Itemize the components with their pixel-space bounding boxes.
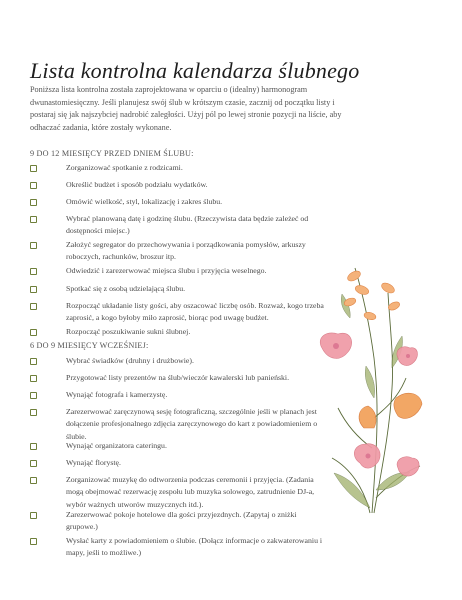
item-label: Zarezerwować pokoje hotelowe dla gości przyjezdnych. (Zapytaj o zniżki grupowe.)	[66, 510, 297, 532]
checkbox[interactable]	[30, 409, 37, 416]
checklist-section-1	[30, 162, 330, 343]
checkbox[interactable]	[30, 358, 37, 365]
item-label: Zarezerwować zaręczynową sesję fotograficzną, szczególnie jeśli w planach jest dołączenie profesjonalnego zdjęcia zaręczynowego do kart z powiadomieniem o ślubie.	[66, 407, 318, 441]
item-label: Wynająć organizatora cateringu.	[66, 441, 167, 450]
item-label: Omówić wielkość, styl, lokalizację i zakres ślubu.	[66, 197, 223, 206]
checklist-item	[30, 509, 330, 535]
checklist-section-2	[30, 355, 330, 561]
item-label: Wynająć fotografa i kamerzystę.	[66, 390, 168, 399]
item-label: Wynająć florystę.	[66, 458, 121, 467]
checklist-item	[30, 406, 330, 440]
checkbox[interactable]	[30, 443, 37, 450]
checkbox[interactable]	[30, 460, 37, 467]
checklist-item	[30, 440, 330, 457]
checklist-item	[30, 213, 330, 239]
checklist-item	[30, 265, 330, 283]
item-label: Odwiedzić i zarezerwować miejsca ślubu i przyjęcia weselnego.	[66, 266, 267, 275]
checkbox[interactable]	[30, 242, 37, 249]
checklist-item	[30, 372, 330, 389]
checklist-item	[30, 457, 330, 474]
checkbox[interactable]	[30, 303, 37, 310]
checklist-item	[30, 300, 330, 326]
checklist-item	[30, 535, 330, 561]
item-label: Zorganizować muzykę do odtworzenia podczas ceremonii i przyjęcia. (Zadania mogą obejmować rezerwację zespołu lub muzyka solowego, zatrudnienie DJ-a, wybór ważnych utworów muzycznych itd.).	[66, 475, 315, 509]
item-label: Rozpocząć poszukiwanie sukni ślubnej.	[66, 327, 191, 336]
section-heading: 9 DO 12 MIESIĘCY PRZED DNIEM ŚLUBU:	[30, 149, 194, 158]
checkbox[interactable]	[30, 182, 37, 189]
checkbox[interactable]	[30, 286, 37, 293]
checkbox[interactable]	[30, 329, 37, 336]
checklist-item	[30, 355, 330, 372]
flower-illustration	[310, 258, 460, 518]
checkbox[interactable]	[30, 216, 37, 223]
item-label: Zorganizować spotkanie z rodzicami.	[66, 163, 183, 172]
checkbox[interactable]	[30, 538, 37, 545]
checkbox[interactable]	[30, 512, 37, 519]
item-label: Wybrać planowaną datę i godzinę ślubu. (Rzeczywista data będzie zależeć od dostępności miejsc.)	[66, 214, 309, 236]
checkbox[interactable]	[30, 268, 37, 275]
item-label: Rozpocząć układanie listy gości, aby oszacować liczbę osób. Rozważ, kogo trzeba zaprosić, a kogo byłoby miło zaprosić, biorąc pod uwagę budżet.	[66, 301, 324, 323]
item-label: Wybrać świadków (druhny i drużbowie).	[66, 356, 194, 365]
item-label: Określić budżet i sposób podziału wydatków.	[66, 180, 208, 189]
checklist-item	[30, 389, 330, 406]
checkbox[interactable]	[30, 199, 37, 206]
checklist-item	[30, 283, 330, 300]
item-label: Przygotować listy prezentów na ślub/wieczór kawalerski lub panieński.	[66, 373, 290, 382]
checklist-item	[30, 179, 330, 196]
item-label: Założyć segregator do przechowywania i porządkowania pomysłów, arkuszy roboczych, rachunków, broszur itp.	[66, 240, 306, 262]
checklist-item	[30, 239, 330, 265]
checklist-item	[30, 474, 330, 509]
checklist-item	[30, 162, 330, 179]
section-heading: 6 DO 9 MIESIĘCY WCZEŚNIEJ:	[30, 341, 149, 350]
page-title: Lista kontrolna kalendarza ślubnego	[30, 58, 360, 83]
item-label: Spotkać się z osobą udzielającą ślubu.	[66, 284, 186, 293]
item-label: Wysłać karty z powiadomieniem o ślubie. (Dołącz informacje o zakwaterowaniu i mapy, jeśli to możliwe.)	[66, 536, 323, 558]
intro-paragraph: Poniższa lista kontrolna została zaprojektowana w oparciu o (idealny) harmonogram dwunastomiesięczny. Jeśli planujesz swój ślub w krótszym czasie, zacznij od początku listy i postaraj się jak najszybciej nadrobić zaległości. Użyj pól po lewej stronie pozycji na liście, aby odhaczać zadania, które zostały wykonane.	[30, 85, 342, 133]
checkbox[interactable]	[30, 375, 37, 382]
checkbox[interactable]	[30, 165, 37, 172]
checklist-item	[30, 196, 330, 213]
checkbox[interactable]	[30, 477, 37, 484]
checkbox[interactable]	[30, 392, 37, 399]
